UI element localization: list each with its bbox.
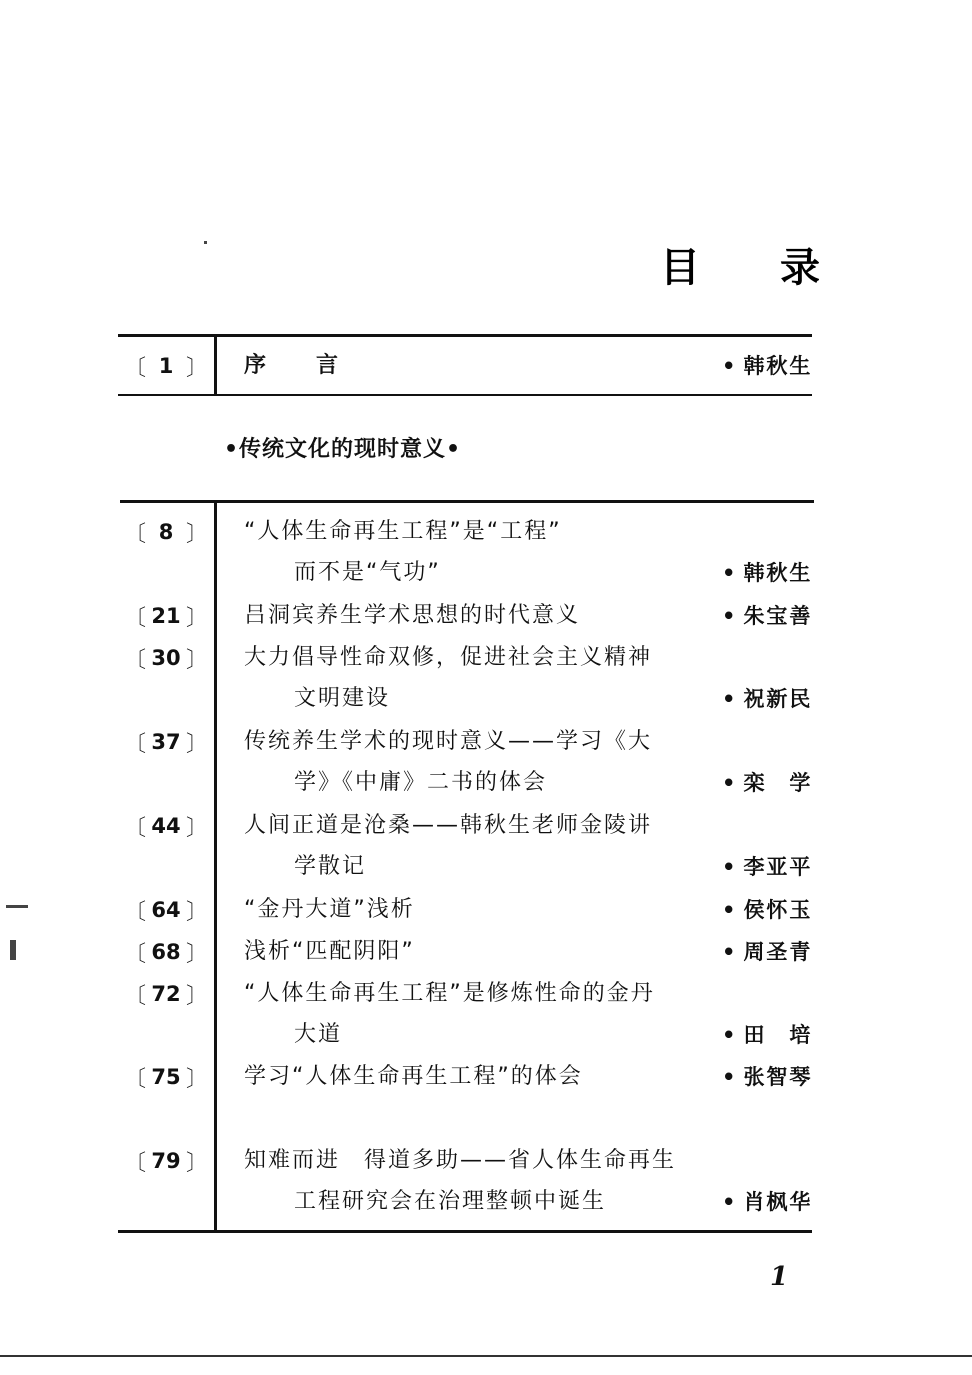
entry-title: 大力倡导性命双修，促进社会主义精神	[244, 645, 653, 670]
table-divider	[214, 500, 217, 1230]
entry-title: 知难而进 得道多助——省人体生命再生	[244, 1148, 677, 1173]
table-bottom-rule	[118, 1230, 812, 1233]
entry-title: “人体生命再生工程”是“工程”	[244, 519, 562, 544]
entry-title: 传统养生学术的现时意义——学习《大	[244, 729, 653, 754]
entry-title-continuation: 学散记	[294, 854, 367, 879]
entry-page-number: 〔 75 〕	[124, 1065, 208, 1092]
entry-title: “金丹大道”浅析	[244, 897, 415, 922]
top-rule	[118, 334, 812, 337]
entry-title-continuation: 文明建设	[294, 686, 391, 711]
entry-author: • 田 培	[722, 1023, 813, 1047]
preface-bottom-rule	[118, 394, 812, 396]
preface-row	[0, 346, 972, 386]
page-number: 1	[770, 1262, 789, 1292]
entry-page-number: 〔 8 〕	[124, 520, 208, 547]
scan-speck	[204, 241, 207, 244]
entry-page-number: 〔 68 〕	[124, 940, 208, 967]
entry-page-number: 〔 64 〕	[124, 898, 208, 925]
toc-title	[660, 236, 820, 293]
entry-author: • 侯怀玉	[722, 898, 813, 922]
entry-title-continuation: 大道	[294, 1022, 343, 1047]
entry-page-number: 〔 79 〕	[124, 1149, 208, 1176]
entry-title-continuation: 学》《中庸》二书的体会	[294, 770, 548, 795]
entry-title-continuation: 工程研究会在治理整顿中诞生	[294, 1189, 607, 1214]
toc-title-char-1: 目	[660, 245, 700, 291]
entry-author: • 栾 学	[722, 771, 813, 795]
preface-title: 序 言	[244, 353, 341, 378]
scan-speck	[10, 940, 16, 960]
entry-author: • 朱宝善	[722, 604, 813, 628]
preface-author: • 韩秋生	[722, 354, 813, 378]
entry-author: • 肖枫华	[722, 1190, 813, 1214]
entry-author: • 韩秋生	[722, 561, 813, 585]
entry-page-number: 〔 37 〕	[124, 730, 208, 757]
entry-author: • 祝新民	[722, 687, 813, 711]
entry-page-number: 〔 72 〕	[124, 982, 208, 1009]
entry-title-continuation: 而不是“气功”	[294, 560, 441, 585]
entry-title: 人间正道是沧桑——韩秋生老师金陵讲	[244, 813, 653, 838]
entry-page-number: 〔 21 〕	[124, 604, 208, 631]
entry-title: “人体生命再生工程”是修炼性命的金丹	[244, 981, 655, 1006]
entry-author: • 周圣青	[722, 940, 813, 964]
toc-title-char-2: 录	[780, 245, 820, 291]
entry-title: 浅析“匹配阴阳”	[244, 939, 415, 964]
preface-page-number: 〔 1 〕	[124, 354, 208, 381]
scan-speck	[6, 905, 28, 908]
entry-page-number: 〔 44 〕	[124, 814, 208, 841]
section-heading: •传统文化的现时意义•	[224, 437, 462, 462]
scan-edge-line	[0, 1355, 972, 1357]
table-top-rule	[120, 500, 814, 503]
entry-page-number: 〔 30 〕	[124, 646, 208, 673]
entry-title: 学习“人体生命再生工程”的体会	[244, 1064, 583, 1089]
entry-title: 吕洞宾养生学术思想的时代意义	[244, 603, 581, 628]
entry-author: • 张智琴	[722, 1065, 813, 1089]
entry-author: • 李亚平	[722, 855, 813, 879]
